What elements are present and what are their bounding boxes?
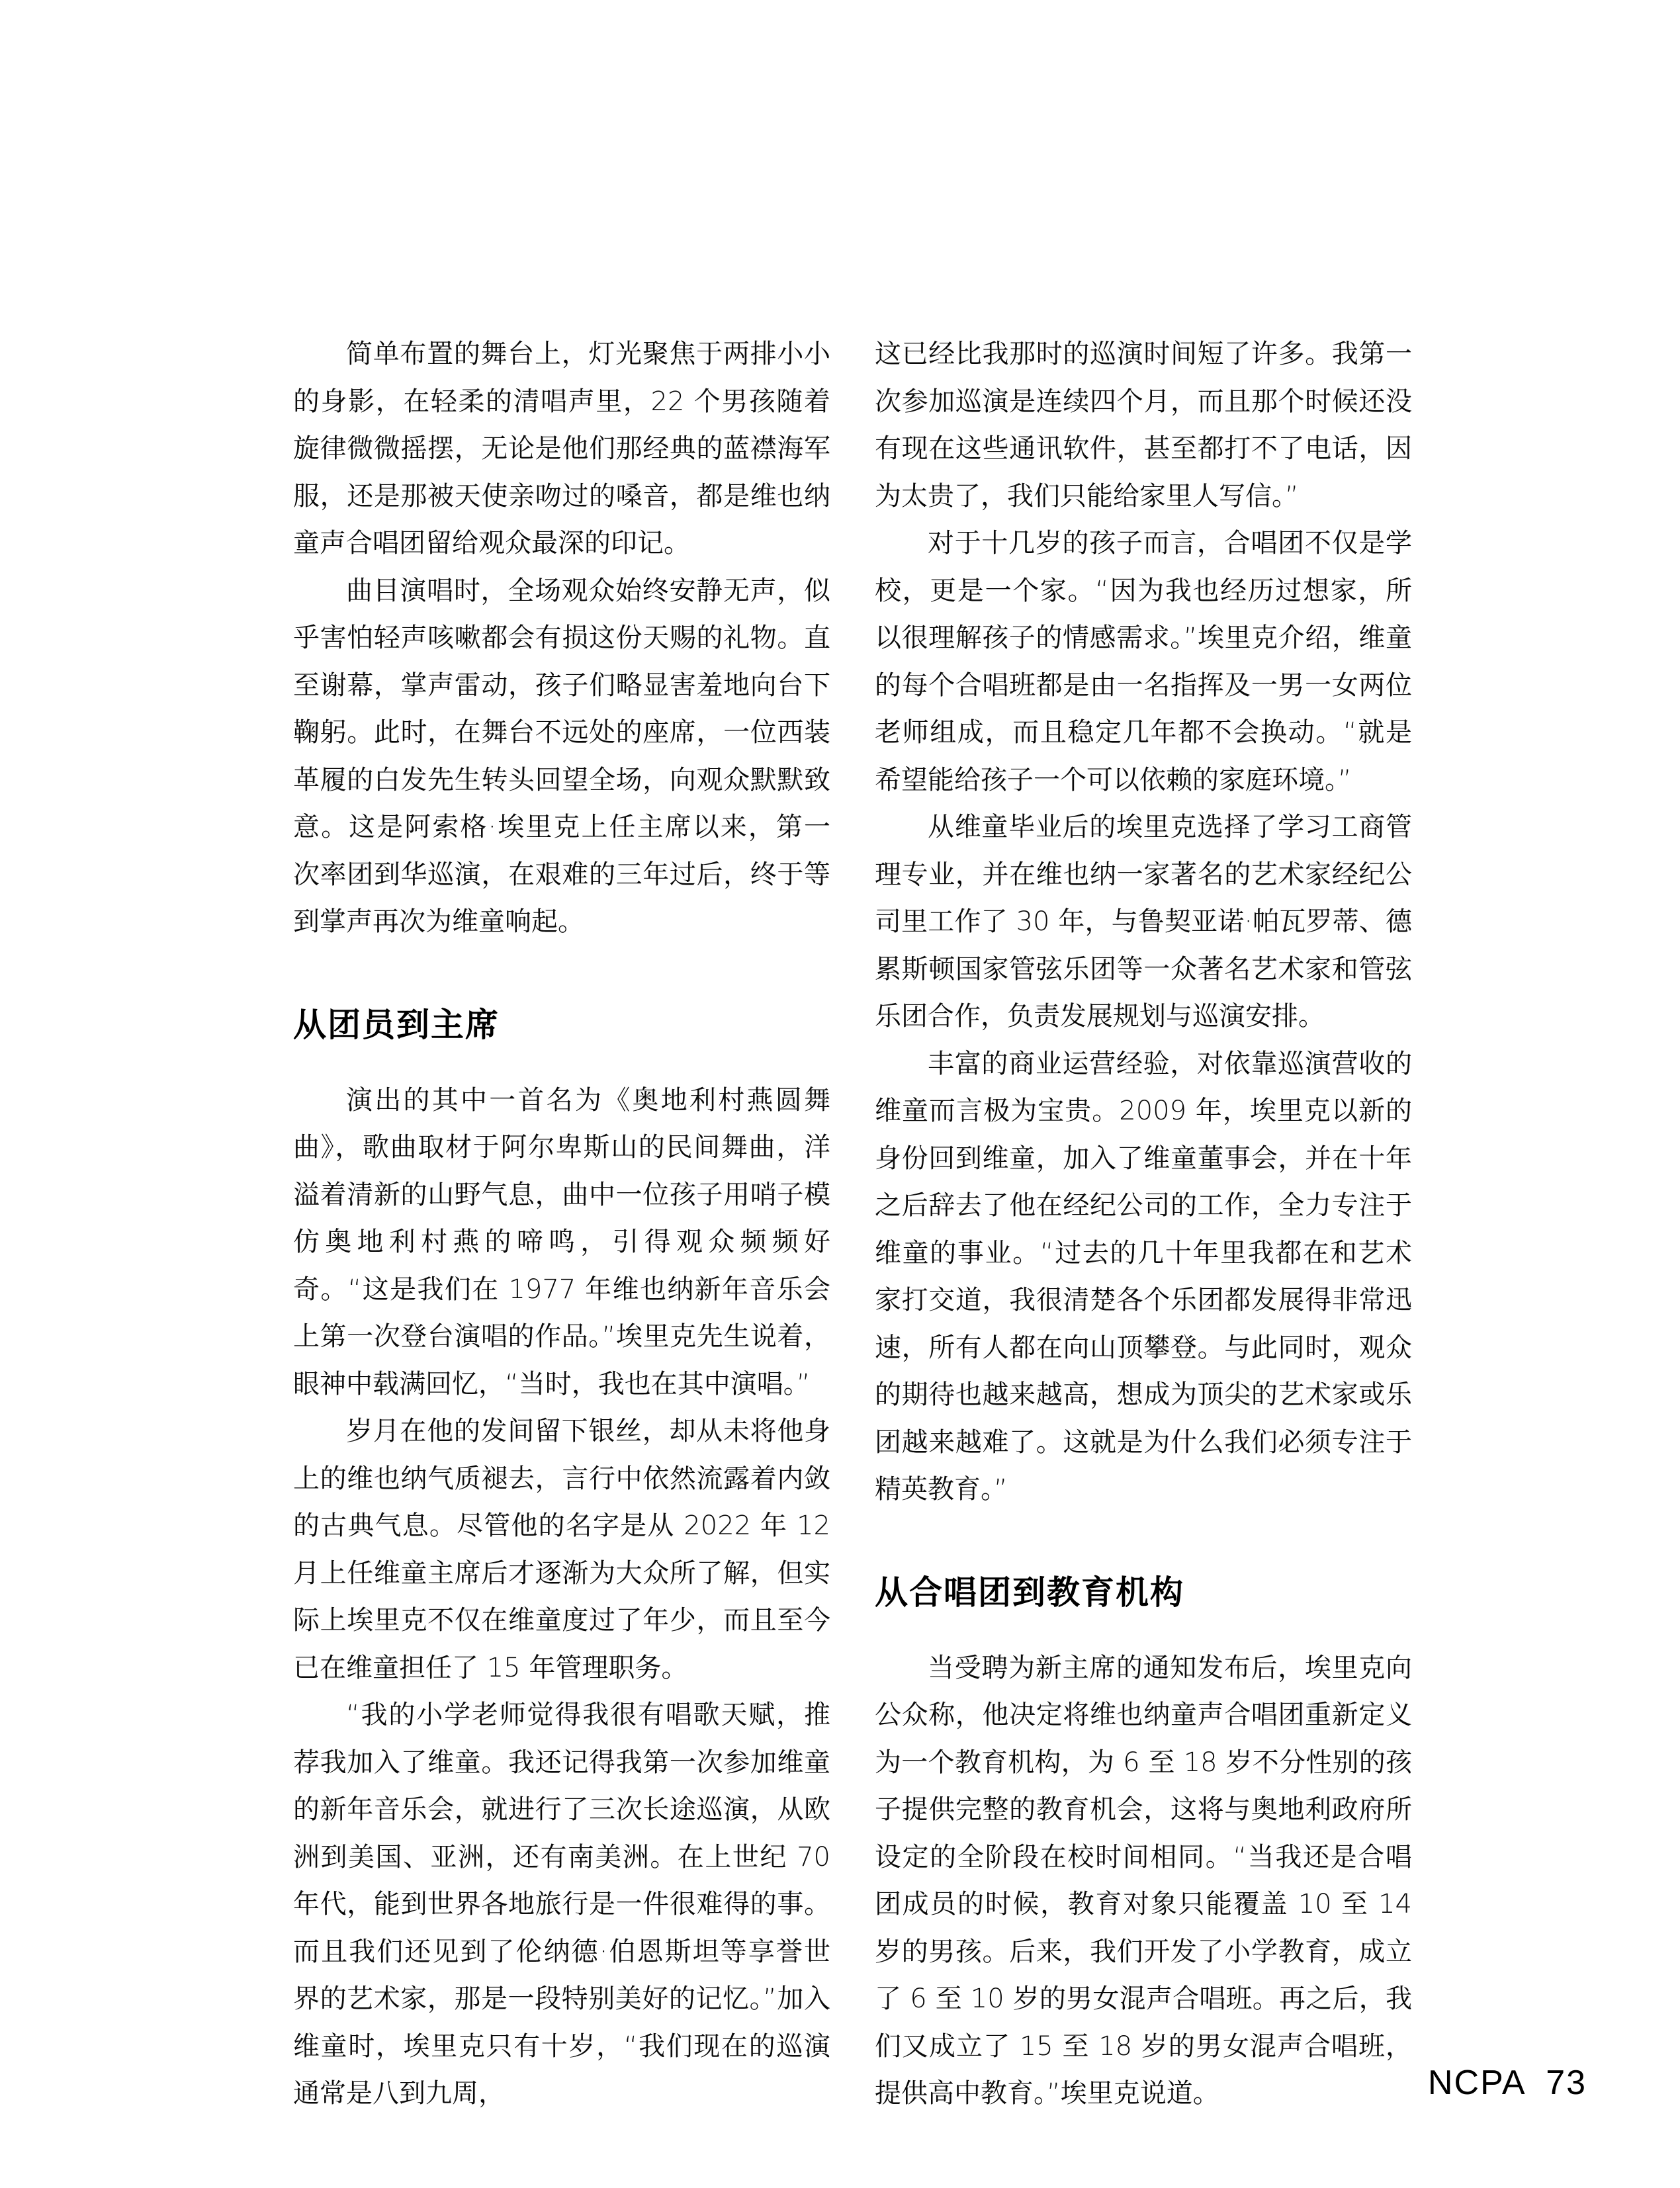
section-heading-choir-to-education: 从合唱团到教育机构 — [875, 1573, 1184, 1612]
right-column — [875, 331, 1412, 2118]
paragraph-education-institution: 当受聘为新主席的通知发布后，埃里克向公众称，他决定将维也纳童声合唱团重新定义为一个教育机构，为 6 至 18 岁不分性别的孩子提供完整的教育机会，这将与奥地利政府所设定的全阶段在校时间相同。“当我还是合唱团成员的时候，教育对象只能覆盖 10 至 14 岁的男孩。后来，我们开发了小学教育，成立了 6 至 10 岁的男女混声合唱班。再之后，我们又成立了 15 至 18 岁的男女混声合唱班，提供高中教育。”埃里克说道。 — [875, 1652, 1412, 2109]
paragraph-return-to-board: 丰富的商业运营经验，对依靠巡演营收的维童而言极为宝贵。2009 年，埃里克以新的身份回到维童，加入了维童董事会，并在十年之后辞去了他在经纪公司的工作，全力专注于维童的事业。“过去的几十年里我都在和艺术家打交道，我很清楚各个乐团都发展得非常迅速，所有人都在向山顶攀登。与此同时，观众的期待也越来越高，想成为顶尖的艺术家或乐团越来越难了。这就是为什么我们必须专注于精英教育。” — [875, 1048, 1412, 1505]
paragraph-silver-hair-years: 岁月在他的发间留下银丝，却从未将他身上的维也纳气质褪去，言行中依然流露着内敛的古典气息。尽管他的名字是从 2022 年 12 月上任维童主席后才逐渐为大众所了解，但实际上埃里克不仅在维童度过了年少，而且至今已在维童担任了 15 年管理职务。 — [293, 1416, 830, 1683]
paragraph-audience-silence: 曲目演唱时，全场观众始终安静无声，似乎害怕轻声咳嗽都会有损这份天赐的礼物。直至谢幕，掌声雷动，孩子们略显害羞地向台下鞠躬。此时，在舞台不远处的座席，一位西装革履的白发先生转头回望全场，向观众默默致意。这是阿索格·埃里克上任主席以来，第一次率团到华巡演，在艰难的三年过后，终于等到掌声再次为维童响起。 — [293, 575, 830, 937]
paragraph-village-swallows-waltz: 演出的其中一首名为《奥地利村燕圆舞曲》，歌曲取材于阿尔卑斯山的民间舞曲，洋溢着清新的山野气息，曲中一位孩子用哨子模仿奥地利村燕的啼鸣，引得观众频频好奇。“这是我们在 1977 年维也纳新年音乐会上第一次登台演唱的作品。”埃里克先生说着，眼神中载满回忆，“当时，我也在其中演唱。” — [293, 1084, 830, 1399]
section-heading-member-to-chairman: 从团员到主席 — [293, 1005, 500, 1044]
paragraph-stage-scene: 简单布置的舞台上，灯光聚焦于两排小小的身影，在轻柔的清唱声里，22 个男孩随着旋律微微摇摆，无论是他们那经典的蓝襟海军服，还是那被天使亲吻过的嗓音，都是维也纳童声合唱团留给观众最深的印记。 — [293, 339, 830, 558]
paragraph-primary-school-teacher: “我的小学老师觉得我很有唱歌天赋，推荐我加入了维童。我还记得我第一次参加维童的新年音乐会，就进行了三次长途巡演，从欧洲到美国、亚洲，还有南美洲。在上世纪 70 年代，能到世界各地旅行是一件很难得的事。而且我们还见到了伦纳德·伯恩斯坦等享誉世界的艺术家，那是一段特别美好的记忆。”加入维童时，埃里克只有十岁，“我们现在的巡演通常是八到九周， — [293, 1700, 830, 2109]
paragraph-tour-duration: 这已经比我那时的巡演时间短了许多。我第一次参加巡演是连续四个月，而且那个时候还没有现在这些通讯软件，甚至都打不了电话，因为太贵了，我们只能给家里人写信。” — [875, 339, 1412, 511]
paragraph-business-career: 从维童毕业后的埃里克选择了学习工商管理专业，并在维也纳一家著名的艺术家经纪公司里工作了 30 年，与鲁契亚诺·帕瓦罗蒂、德累斯顿国家管弦乐团等一众著名艺术家和管弦乐团合作，负责发展规划与巡演安排。 — [875, 812, 1412, 1031]
paragraph-choir-as-family: 对于十几岁的孩子而言，合唱团不仅是学校，更是一个家。“因为我也经历过想家，所以很理解孩子的情感需求。”埃里克介绍，维童的每个合唱班都是由一名指挥及一男一女两位老师组成，而且稳定几年都不会换动。“就是希望能给孩子一个可以依赖的家庭环境。” — [875, 528, 1412, 795]
left-column — [293, 331, 830, 2118]
page-number: NCPA 73 — [1428, 2064, 1587, 2102]
